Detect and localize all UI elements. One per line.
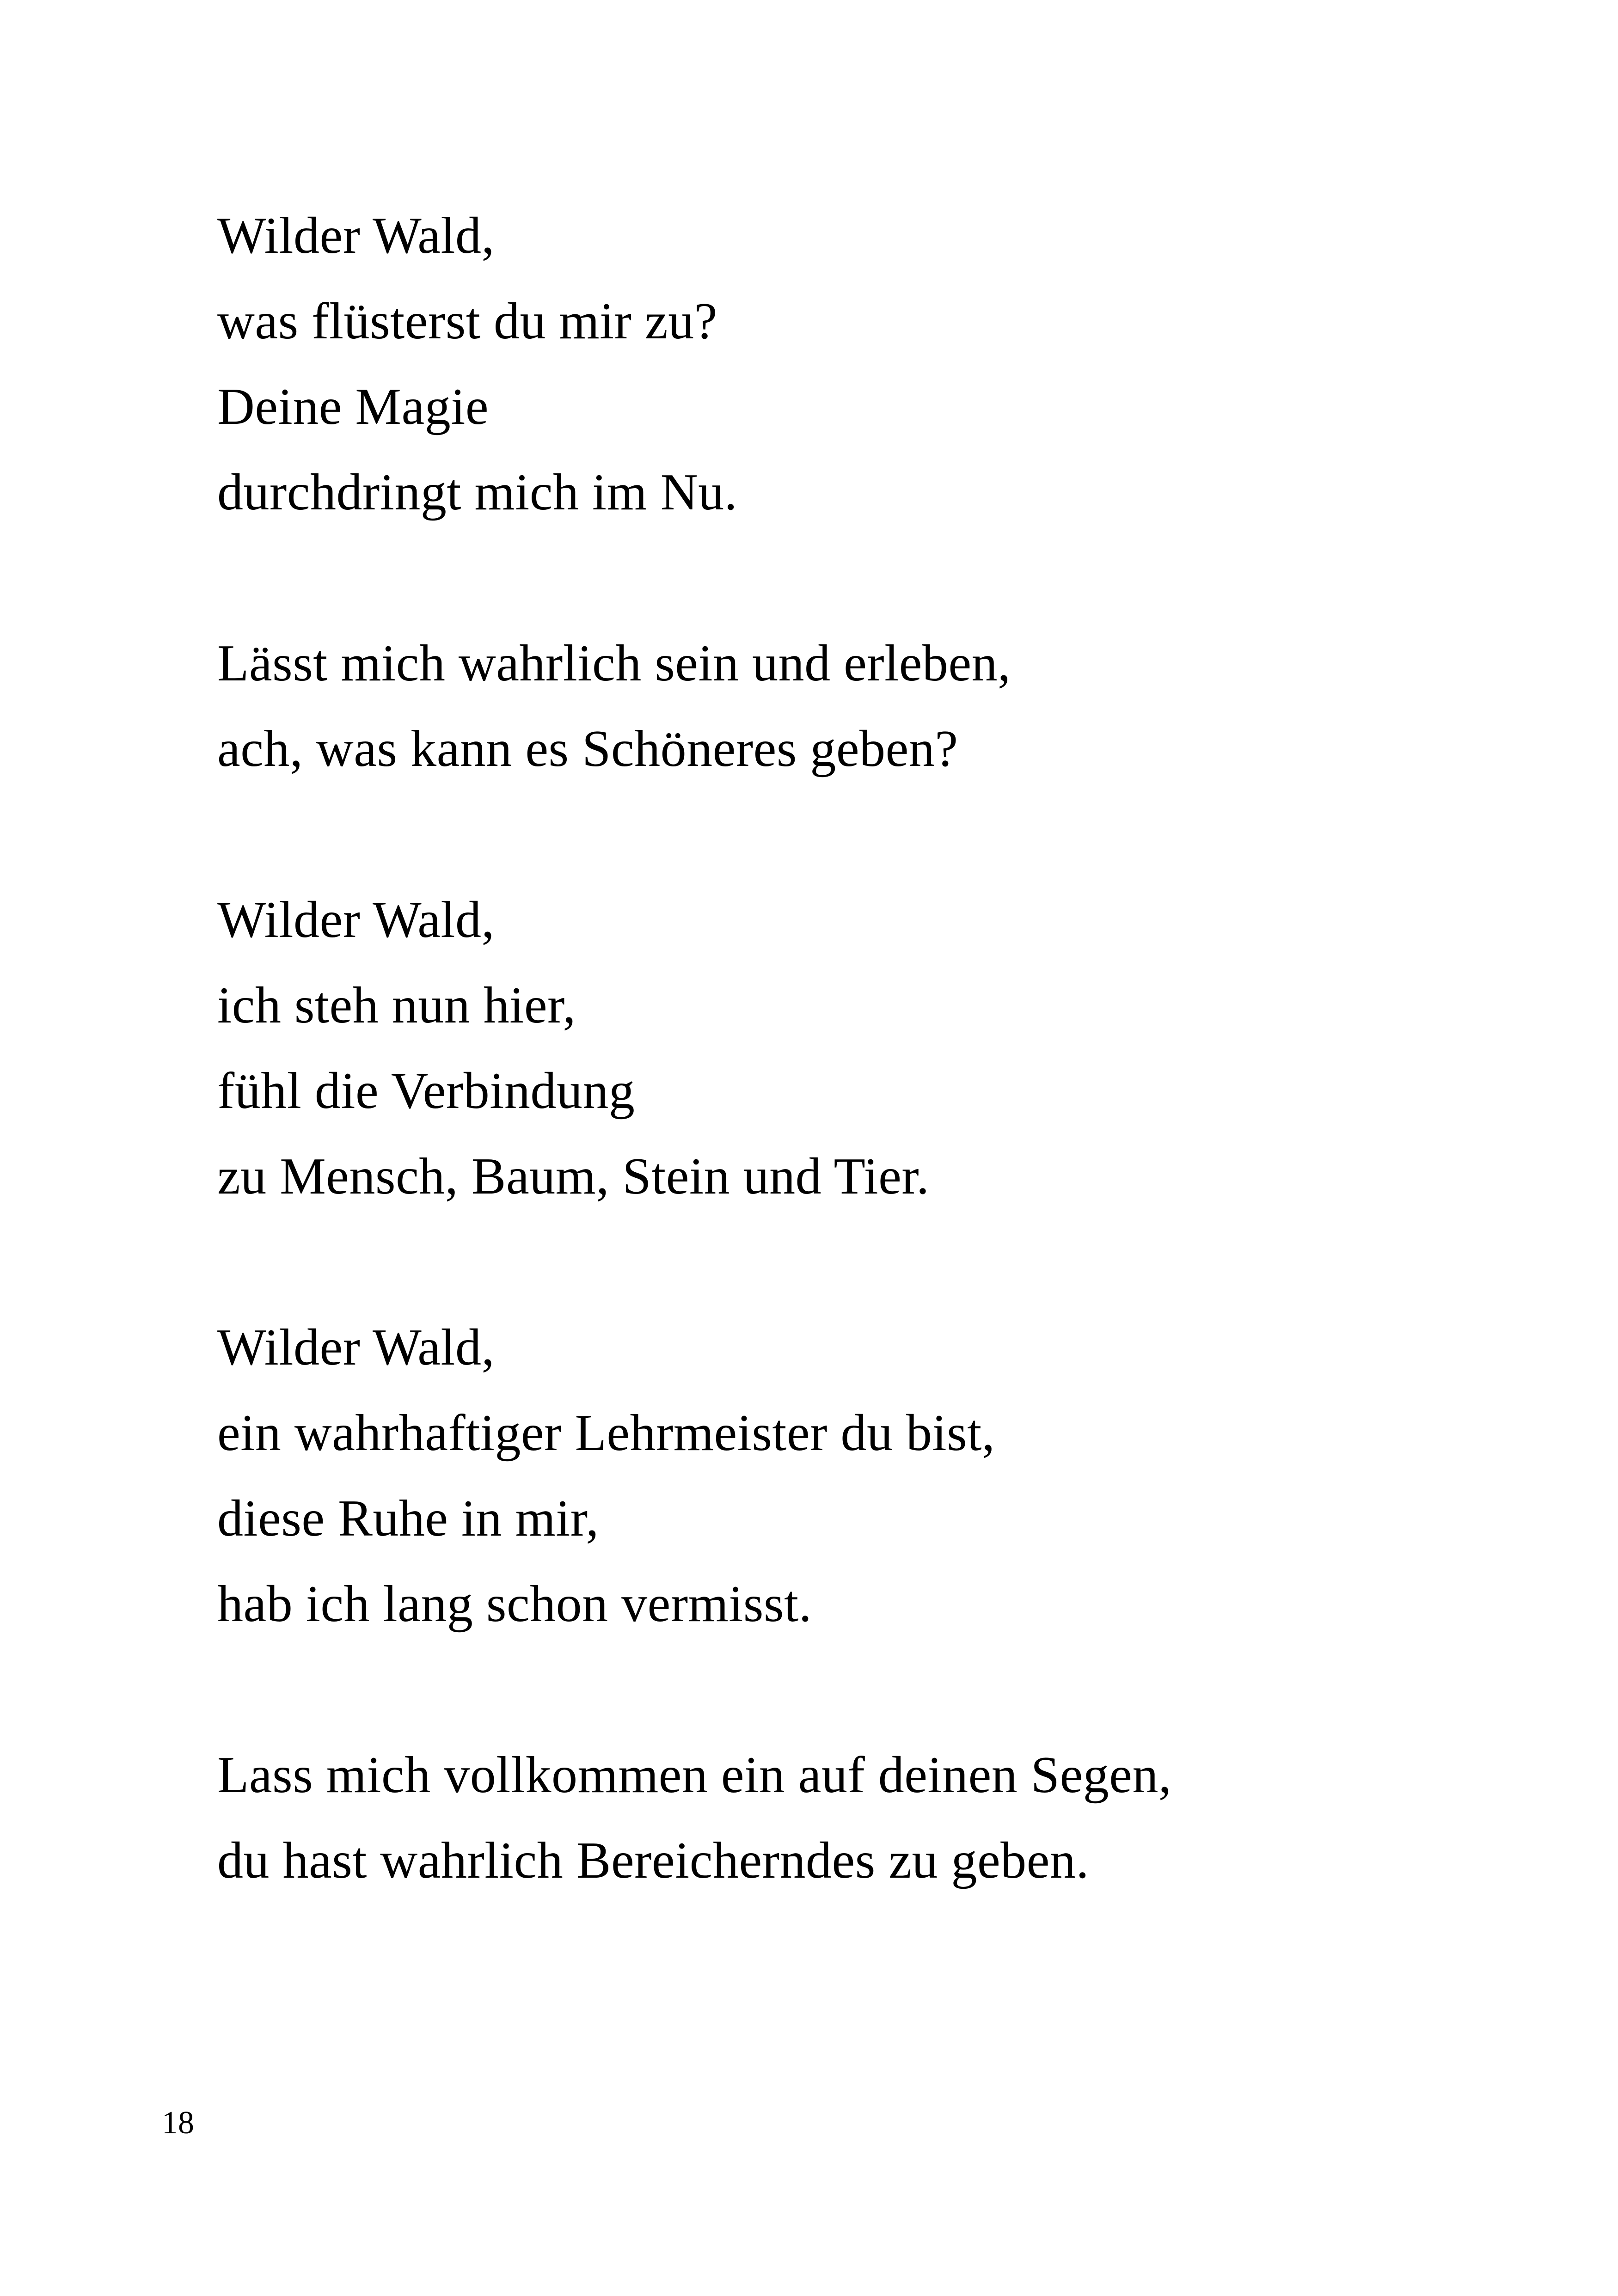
poem-line: Wilder Wald, bbox=[217, 891, 495, 949]
poem-line: fühl die Verbindung bbox=[217, 1062, 635, 1120]
poem-line: Deine Magie bbox=[217, 378, 489, 435]
poem-line: Wilder Wald, bbox=[217, 207, 495, 264]
poem-line: durchdringt mich im Nu. bbox=[217, 464, 738, 521]
poem-line: ein wahrhaftiger Lehrmeister du bist, bbox=[217, 1404, 995, 1462]
poem-line: zu Mensch, Baum, Stein und Tier. bbox=[217, 1148, 930, 1205]
poem-line: du hast wahrlich Bereicherndes zu geben. bbox=[217, 1832, 1089, 1889]
poem-line: Lass mich vollkommen ein auf deinen Segen, bbox=[217, 1746, 1172, 1804]
poem-line: was flüsterst du mir zu? bbox=[217, 293, 717, 350]
poem-line: ich steh nun hier, bbox=[217, 977, 576, 1034]
poem-line: hab ich lang schon vermisst. bbox=[217, 1575, 812, 1633]
poem-line: Lässt mich wahrlich sein und erleben, bbox=[217, 635, 1011, 692]
poem-line: diese Ruhe in mir, bbox=[217, 1490, 599, 1547]
poem-line: ach, was kann es Schöneres geben? bbox=[217, 720, 958, 778]
poem-line: Wilder Wald, bbox=[217, 1319, 495, 1376]
page-number: 18 bbox=[162, 2105, 194, 2141]
